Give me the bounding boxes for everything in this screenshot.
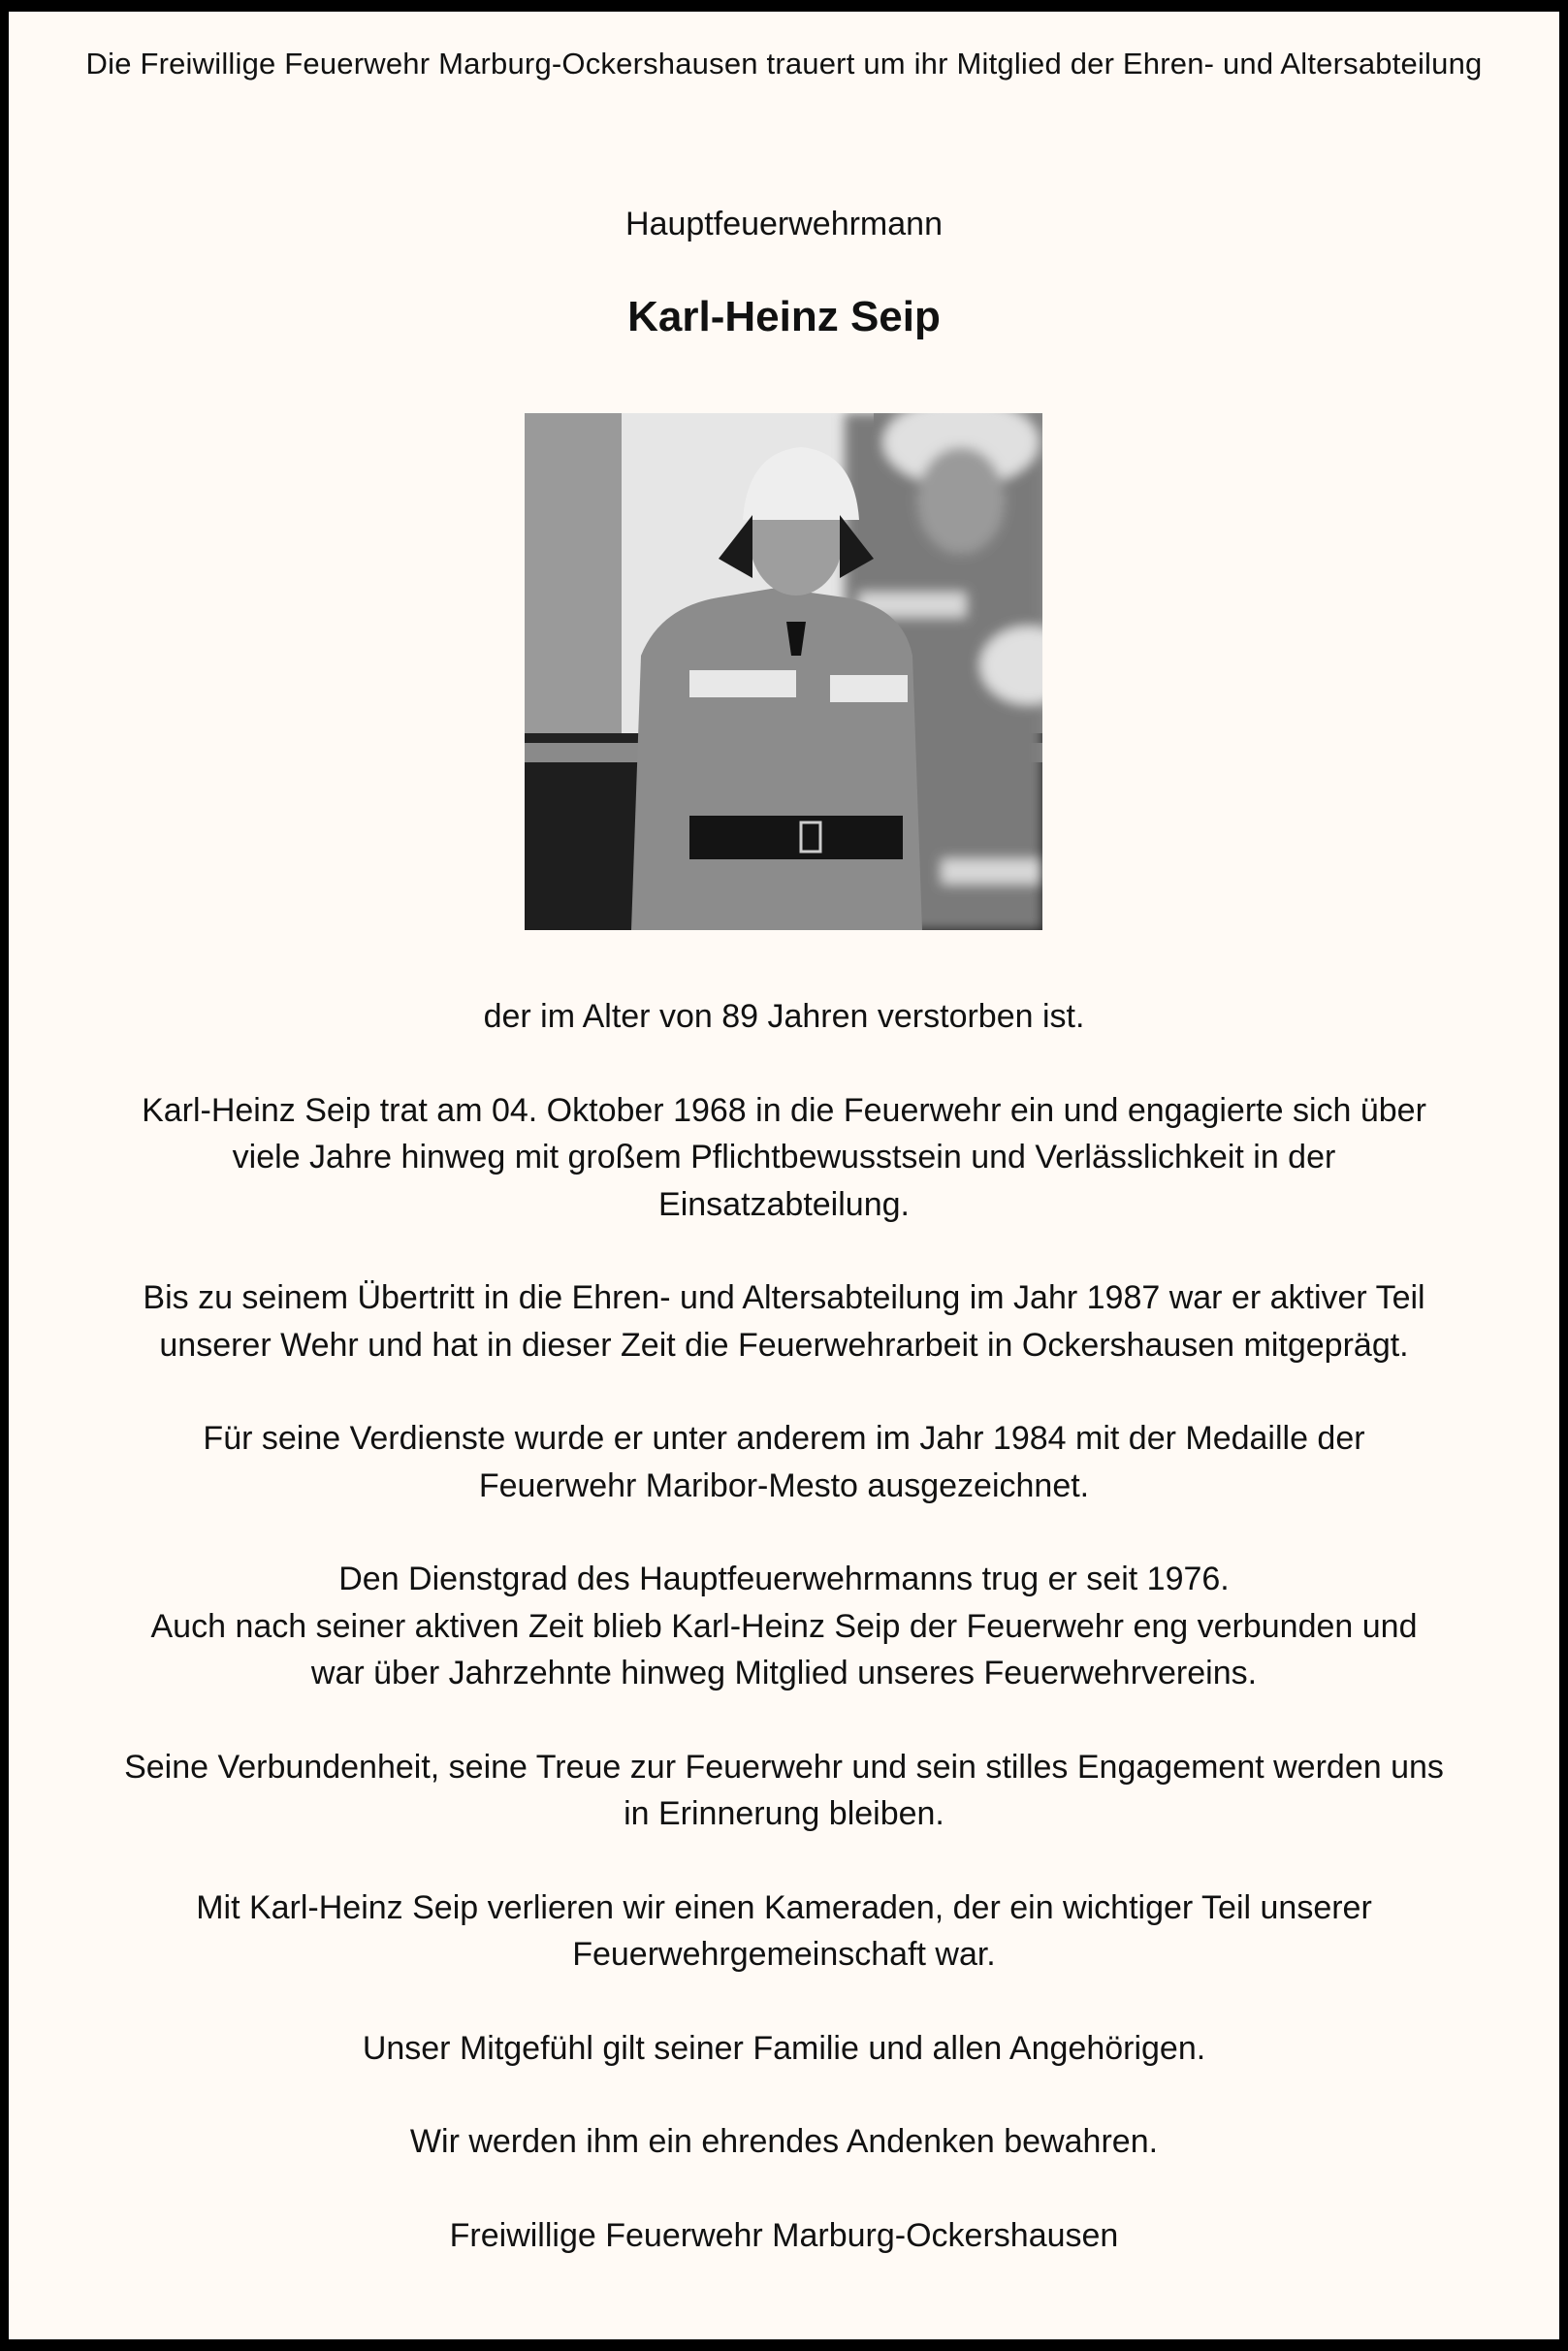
header-text: Die Freiwillige Feuerwehr Marburg-Ockershausen trauert um ihr Mitglied der Ehren- und Altersabteilung (85, 47, 1483, 81)
paragraph (9, 1884, 1559, 1979)
paragraph (9, 1744, 1559, 1838)
paragraph (9, 1415, 1559, 1509)
paragraph-line: Feuerwehr Maribor-Mesto ausgezeichnet. (478, 1466, 1090, 1504)
paragraph-line: Karl-Heinz Seip trat am 04. Oktober 1968 in die Feuerwehr ein und engagierte sich über (142, 1091, 1426, 1129)
paragraph (9, 2212, 1559, 2260)
paragraph-line: viele Jahre hinweg mit großem Pflichtbewusstsein und Verlässlichkeit in der (232, 1139, 1336, 1176)
paragraph-line: Auch nach seiner aktiven Zeit blieb Karl-Heinz Seip der Feuerwehr eng verbunden und (150, 1607, 1418, 1645)
paragraph (9, 993, 1559, 1041)
paragraph (9, 2025, 1559, 2073)
paragraph-line: in Erinnerung bleiben. (624, 1795, 944, 1832)
obituary-page (9, 12, 1559, 2339)
paragraph (9, 1556, 1559, 1697)
rank-title: Hauptfeuerwehrmann (625, 206, 943, 242)
portrait-photo (525, 413, 1042, 930)
paragraph-line: war über Jahrzehnte hinweg Mitglied unseres Feuerwehrvereins. (310, 1655, 1258, 1691)
deceased-name: Karl-Heinz Seip (627, 293, 941, 340)
obituary-body (9, 993, 1559, 2305)
paragraph-line: Seine Verbundenheit, seine Treue zur Feuerwehr und sein stilles Engagement werden uns (124, 1748, 1444, 1786)
paragraph-line: Für seine Verdienste wurde er unter anderem im Jahr 1984 mit der Medaille der (203, 1420, 1365, 1457)
paragraph-line: Wir werden ihm ein ehrendes Andenken bewahren. (409, 2123, 1159, 2160)
paragraph-line: unserer Wehr und hat in dieser Zeit die Feuerwehrarbeit in Ockershausen mitgeprägt. (159, 1326, 1409, 1364)
paragraph-line: Den Dienstgrad des Hauptfeuerwehrmanns trug er seit 1976. (338, 1561, 1230, 1597)
paragraph-line: Einsatzabteilung. (658, 1185, 910, 1223)
paragraph-line: Bis zu seinem Übertritt in die Ehren- und Altersabteilung im Jahr 1987 war er aktiver Teil (143, 1279, 1425, 1316)
paragraph-line: Unser Mitgefühl gilt seiner Familie und allen Angehörigen. (362, 2029, 1206, 2067)
paragraph-line: Freiwillige Feuerwehr Marburg-Ockershausen (449, 2216, 1119, 2254)
portrait-illustration (525, 413, 1042, 930)
paragraph-line: Feuerwehrgemeinschaft war. (572, 1936, 996, 1973)
paragraph (9, 1274, 1559, 1369)
paragraph-line: Mit Karl-Heinz Seip verlieren wir einen Kameraden, der ein wichtiger Teil unserer (196, 1888, 1372, 1926)
paragraph (9, 1087, 1559, 1229)
paragraph-line: der im Alter von 89 Jahren verstorben ist. (483, 998, 1085, 1035)
paragraph (9, 2118, 1559, 2166)
